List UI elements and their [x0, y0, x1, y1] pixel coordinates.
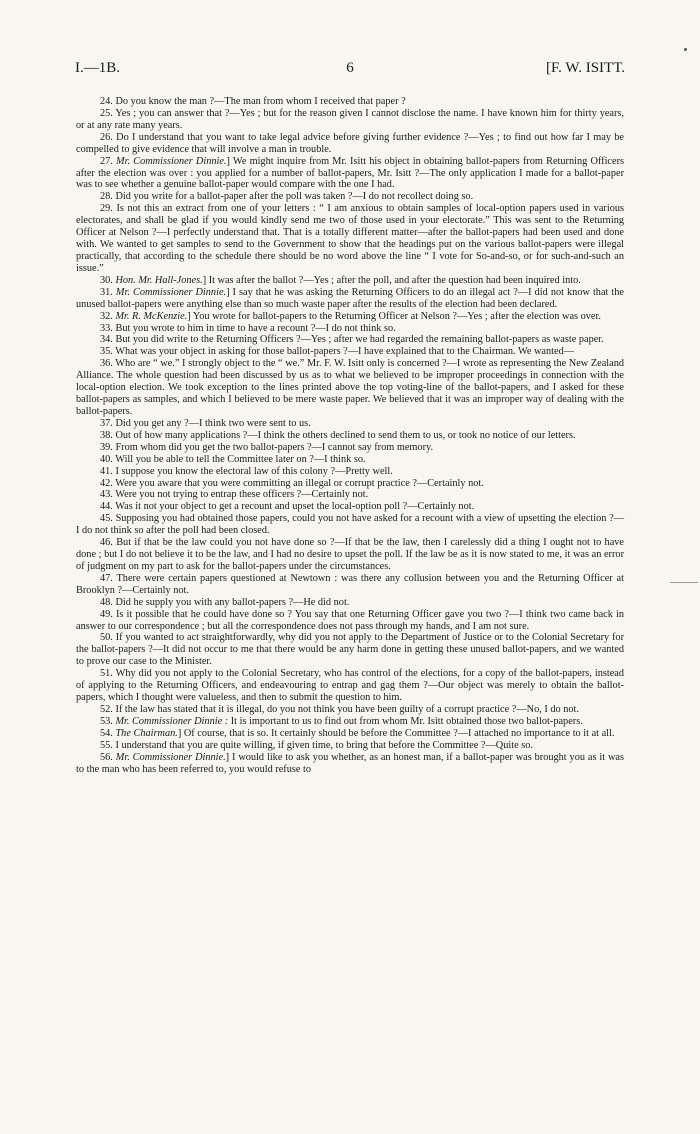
- question-answer-paragraph: 34. But you did write to the Returning Officers ?—Yes ; after we had regarded the remaining ballot-papers as waste paper.: [100, 334, 604, 346]
- question-answer-paragraph: 40. Will you be able to tell the Committee later on ?—I think so.: [100, 453, 366, 465]
- question-answer-paragraph: 32. Mr. R. McKenzie.] You wrote for ballot-papers to the Returning Officer at Nelson ?—Yes ; after the election was over.: [100, 310, 601, 322]
- question-answer-paragraph: 31. Mr. Commissioner Dinnie.] I say that he was asking the Returning Officers to do an illegal act ?—I did not know that the unused ballot-papers were anything else than so much waste paper after the results of the election had been declared.: [76, 286, 624, 310]
- question-answer-paragraph: 27. Mr. Commissioner Dinnie.] We might inquire from Mr. Isitt his object in obtaining ballot-papers from Returning Officers after the election was over : you applied for a number of ballot-papers, Mr. Isitt ?—The only application I made for a ballot-paper was to see whether a genuine ballot-paper would compare with the one I had.: [76, 155, 625, 191]
- speaker-name: Mr. R. McKenzie.: [115, 310, 188, 322]
- speaker-name: Hon. Mr. Hall-Jones.: [115, 274, 203, 286]
- page-number: 6: [346, 60, 354, 76]
- witness-name: [F. W. ISITT.: [546, 60, 625, 76]
- question-answer-paragraph: 42. Were you aware that you were committing an illegal or corrupt practice ?—Certainly not.: [100, 477, 484, 489]
- question-answer-paragraph: 39. From whom did you get the two ballot-papers ?—I cannot say from memory.: [100, 441, 434, 453]
- question-answer-paragraph: 49. Is it possible that he could have done so ? You say that one Returning Officer gave you two ?—I think two came back in answer to our correspondence ; but all the correspondence does not pass through my hands, and I am not sure.: [76, 608, 624, 632]
- question-answer-paragraph: 47. There were certain papers questioned at Newtown : was there any collusion between you and the Returning Officer at Brooklyn ?—Certainly not.: [76, 572, 624, 596]
- question-answer-paragraph: 26. Do I understand that you want to take legal advice before giving further evidence ?—Yes ; to find out how far I may be compelled to give evidence that will involve a man in trouble.: [76, 131, 624, 155]
- speaker-name: The Chairman.: [115, 727, 178, 739]
- question-answer-paragraph: 24. Do you know the man ?—The man from whom I received that paper ?: [100, 96, 406, 107]
- testimony-body: [76, 96, 624, 776]
- question-answer-paragraph: 51. Why did you not apply to the Colonial Secretary, who has control of the elections, for a copy of the ballot-papers, instead of applying to the Returning Officers, and endeavouring to entrap and gag them ?—Our object was merely to obtain the ballot-papers, which I thought were valueless, and then to submit the question to him.: [76, 668, 624, 704]
- question-answer-paragraph: 56. Mr. Commissioner Dinnie.] I would like to ask you whether, as an honest man, if a ballot-paper was brought you as it was to the man who has been referred to, you would refuse to: [76, 751, 624, 775]
- margin-rule: [670, 582, 698, 583]
- speaker-name: Mr. Commissioner Dinnie :: [115, 715, 229, 727]
- question-answer-paragraph: 41. I suppose you know the electoral law of this colony ?—Pretty well.: [100, 465, 393, 477]
- question-answer-paragraph: 38. Out of how many applications ?—I think the others declined to send them to us, or took no notice of our letters.: [100, 429, 576, 441]
- speaker-name: Mr. Commissioner Dinnie.: [116, 155, 227, 167]
- question-answer-paragraph: 25. Yes ; you can answer that ?—Yes ; but for the reason given I cannot disclose the name. I have known him for thirty years, or at any rate many years.: [76, 107, 624, 131]
- question-answer-paragraph: 46. But if that be the law could you not have done so ?—If that be the law, then I carelessly did a thing I ought not to have done ; but I do not believe it to be the law, and I had no desire to upset the poll. If the law be as it is now stated to me, it was an error of judgment on my part to ask for the ballot-papers under the circumstances.: [76, 537, 624, 572]
- question-answer-paragraph: 29. Is not this an extract from one of your letters : “ I am anxious to obtain samples of local-option papers used in various electorates, and shall be glad if you would kindly send me two of those used in your electorate.” This was sent to the Returning Officer at Nelson ?—I perfectly understand that. That is a totally different matter—after the ballot-papers had been used and done with. We wanted to get samples to send to the Government to show that the headings put on the various ballot-papers were illegal practically, that according to the schedule there should be no word above the line “ I vote for So-and-so, or for such-and-such an issue.”: [76, 203, 624, 274]
- document-reference: I.—1B.: [75, 60, 120, 76]
- question-answer-paragraph: 43. Were you not trying to entrap these officers ?—Certainly not.: [100, 489, 369, 501]
- speaker-name: Mr. Commissioner Dinnie.: [115, 751, 226, 763]
- question-answer-paragraph: 54. The Chairman.] Of course, that is so. It certainly should be before the Committee ?—I attached no importance to it at all.: [100, 727, 615, 739]
- question-answer-paragraph: 33. But you wrote to him in time to have a recount ?—I do not think so.: [100, 322, 396, 334]
- question-answer-paragraph: 45. Supposing you had obtained those papers, could you not have asked for a recount with a view of upsetting the election ?—I do not think so after the poll had been closed.: [76, 513, 624, 537]
- question-answer-paragraph: 50. If you wanted to act straightforwardly, why did you not apply to the Department of Justice or to the Colonial Secretary for the ballot-papers ?—It did not occur to me that there would be any harm done in getting these unused ballot-papers, and we wanted to prove our case to the Minister.: [76, 632, 624, 668]
- page-header: [75, 60, 625, 80]
- speaker-name: Mr. Commissioner Dinnie.: [115, 286, 227, 298]
- question-answer-paragraph: 37. Did you get any ?—I think two were sent to us.: [100, 417, 311, 429]
- question-answer-paragraph: 35. What was your object in asking for those ballot-papers ?—I have explained that to the Chairman. We wanted—: [100, 346, 575, 358]
- question-answer-paragraph: 28. Did you write for a ballot-paper after the poll was taken ?—I do not recollect doing so.: [100, 191, 474, 203]
- question-answer-paragraph: 53. Mr. Commissioner Dinnie : It is important to us to find out from whom Mr. Isitt obtained those two ballot-papers.: [100, 715, 583, 727]
- question-answer-paragraph: 52. If the law has stated that it is illegal, do you not think you have been guilty of a corrupt practice ?—No, I do not.: [100, 704, 579, 716]
- question-answer-paragraph: 30. Hon. Mr. Hall-Jones.] It was after the ballot ?—Yes ; after the poll, and after the question had been inquired into.: [100, 274, 581, 286]
- edge-mark: [684, 48, 687, 51]
- question-answer-paragraph: 44. Was it not your object to get a recount and upset the local-option poll ?—Certainly not.: [100, 501, 475, 513]
- question-answer-paragraph: 48. Did he supply you with any ballot-papers ?—He did not.: [100, 596, 350, 608]
- question-answer-paragraph: 36. Who are “ we.” I strongly object to the “ we.” Mr. F. W. Isitt only is concerned ?—I wrote as representing the New Zealand Alliance. The whole question had been discussed by us as to what we believed to be improper proceedings in connection with the local-option election. We took exception to the lines printed above the top voting-line of the ballot-papers, and I asked for these ballot-papers as samples, and which I believed to be mere waste paper. We believed that it was an improper way of dealing with the ballot-papers.: [76, 358, 624, 417]
- question-answer-paragraph: 55. I understand that you are quite willing, if given time, to bring that before the Committee ?—Quite so.: [100, 739, 533, 751]
